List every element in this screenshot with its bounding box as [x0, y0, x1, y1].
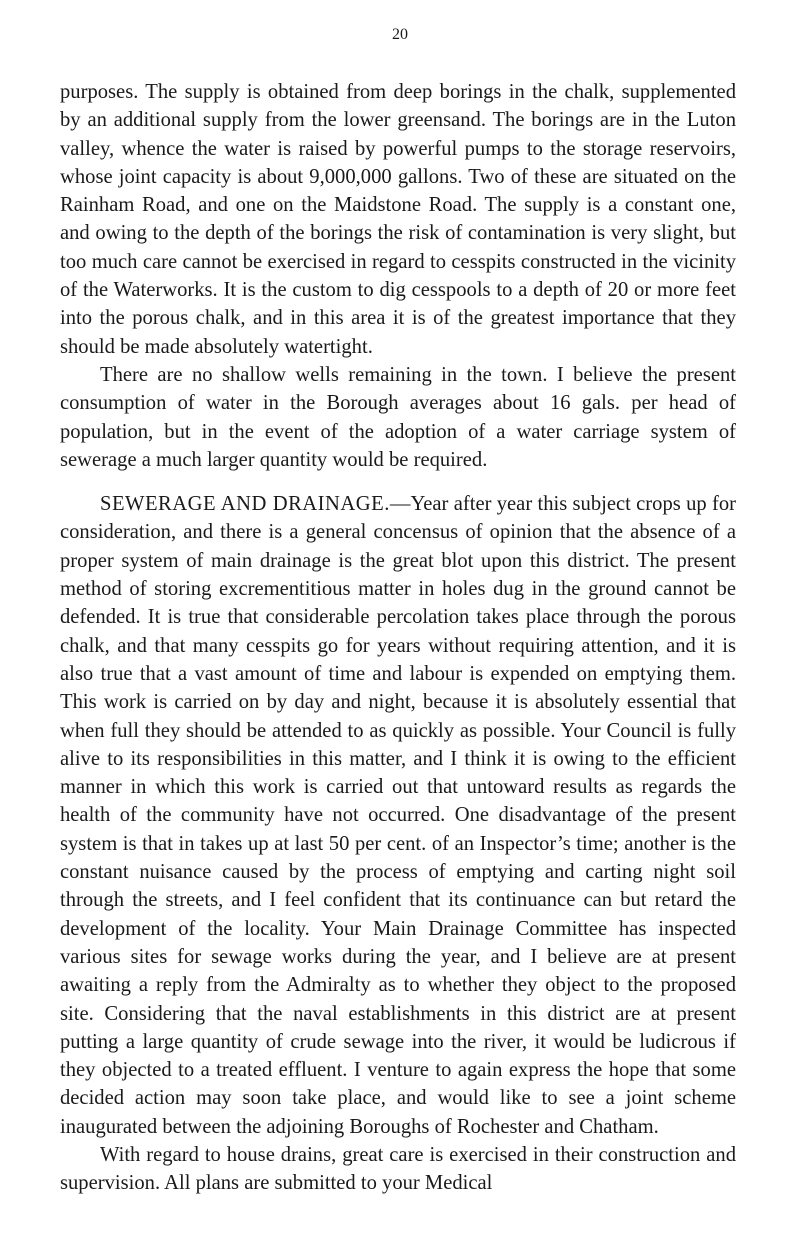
- section-heading-sewerage: SEWERAGE AND DRAINAGE.: [100, 493, 390, 516]
- paragraph-sewerage: [60, 490, 736, 1141]
- page-number: 20: [392, 26, 408, 43]
- paragraph-water-supply: purposes. The supply is obtained from deep borings in the chalk, supplemented by an additional supply from the lower greensand. The borings are in the Luton valley, whence the water is raised by powerful pumps to the storage reservoirs, whose joint capacity is about 9,000,000 gallons. Two of these are situated on the Rainham Road, and one on the Maidstone Road. The supply is a constant one, and owing to the depth of the borings the risk of contamination is very slight, but too much care cannot be exercised in regard to cesspits constructed in the vicinity of the Waterworks. It is the custom to dig cesspools to a depth of 20 or more feet into the porous chalk, and in this area it is of the greatest importance that they should be made absolutely watertight.: [60, 81, 736, 358]
- body-text: [60, 78, 736, 1198]
- paragraph-sewerage-text: —Year after year this subject crops up for consideration, and there is a general concensus of opinion that the absence of a proper system of main drainage is the great blot upon this district. The present method of storing excrementitious matter in holes dug in the ground cannot be defended. It is true that considerable percolation takes place through the porous chalk, and that many cesspits go for years without requiring attention, and it is also true that a vast amount of time and labour is expended on emptying them. This work is carried on by day and night, because it is absolutely essential that when full they should be attended to as quickly as possible. Your Council is fully alive to its responsibilities in this matter, and I think it is owing to the efficient manner in which this work is carried out that untoward results as regards the health of the community have not occurred. One disadvantage of the present system is that in takes up at last 50 per cent. of an Inspector’s time; another is the constant nuisance caused by the process of emptying and carting night soil through the streets, and I feel confident that its continuance can but retard the development of the locality. Your Main Drainage Committee has inspected various sites for sewage works during the year, and I believe are at present awaiting a reply from the Admiralty as to whether they object to the proposed site. Considering that the naval establishments in this district are at present putting a large quantity of crude sewage into the river, it would be ludicrous if they objected to a treated effluent. I venture to again express the hope that some decided action may soon take place, and would like to see a joint scheme inaugurated between the adjoining Boroughs of Rochester and Chatham.: [60, 493, 736, 1138]
- paragraph-house-drains: With regard to house drains, great care is exercised in their construction and supervision. All plans are submitted to your Medical: [60, 1143, 736, 1195]
- paragraph-shallow-wells: There are no shallow wells remaining in the town. I believe the present consumption of water in the Borough averages about 16 gals. per head of population, but in the event of the adoption of a water carriage system of sewerage a much larger quantity would be required.: [60, 363, 736, 471]
